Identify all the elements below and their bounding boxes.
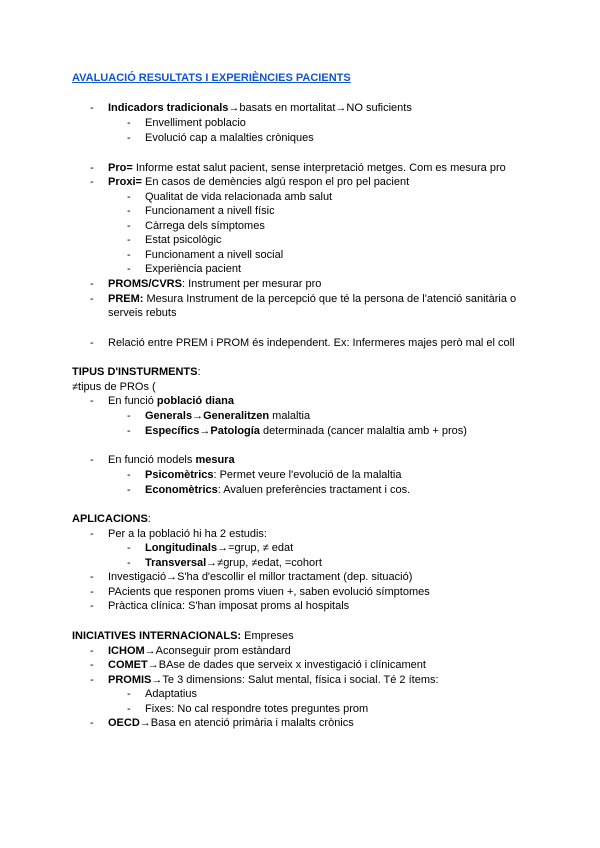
heading-text: TIPUS D'INSTURMENTS [72,366,198,378]
bullet-dash: - [127,469,131,481]
term-proxi: Proxi= [108,176,142,188]
bullet-dash: - [90,454,94,466]
bullet-dash: - [90,659,94,671]
term-generals: Generals→Generalitzen [145,410,270,422]
sub-item-econometrics [145,483,410,498]
desc-longitudinals: →=grup, ≠ edat [217,542,294,554]
bullet-dash: - [90,645,94,657]
list-item: Investigació→S'ha d'escollir el millor tractament (dep. situació) [108,571,413,583]
sub-item: Experiència pacient [145,263,242,275]
desc-models: En funció models [108,454,196,466]
sub-item: Funcionament a nivell social [145,249,284,261]
list-item-poblacio [108,394,234,409]
sub-item: Adaptatius [145,688,197,700]
list-item: PAcients que responen proms viuen +, saben evolució símptomes [108,586,430,598]
bullet-dash: - [127,249,131,261]
bullet-dash: - [127,132,131,144]
desc-oecd: →Basa en atenció primària i malalts crònics [139,717,354,729]
term-psicometrics: Psicomètrics [145,469,214,481]
desc-transversal: →≠grup, ≠edat, =cohort [206,557,322,569]
bullet-dash: - [90,278,94,290]
heading-colon: : [147,513,151,525]
bullet-dash: - [90,176,94,188]
desc-generals: malaltia [269,410,311,422]
sub-item: Envelliment poblacio [145,117,246,129]
bullet-dash: - [127,220,131,232]
term-proms: PROMS/CVRS [108,278,182,290]
sub-item: Estat psicològic [145,234,222,246]
bullet-dash: - [90,586,94,598]
desc-pro: Informe estat salut pacient, sense interpretació metges. Com es mesura pro [132,162,506,174]
desc-especifics: determinada (cancer malaltia amb + pros) [259,425,467,437]
intro-text: ≠tipus de PROs ( [72,381,156,393]
section-heading-aplicacions [72,512,151,527]
bullet-dash: - [90,571,94,583]
term-especifics: Específics→Patología [145,425,260,437]
sub-item-generals [145,409,310,424]
list-item-promis [108,673,439,688]
list-item-indicadors [108,101,412,116]
term-promis: PROMIS [108,674,152,686]
list-item-prem [108,292,516,307]
desc-promis: →Te 3 dimensions: Salut mental, física i social. Té 2 ítems: [151,674,439,686]
heading-suffix: Empreses [241,630,294,642]
heading-colon: : [197,366,201,378]
list-item: Pràctica clínica: S'han imposat proms al hospitals [108,600,350,612]
term-oecd: OECD [108,717,140,729]
bullet-dash: - [90,337,94,349]
list-item-oecd [108,716,354,731]
bullet-dash: - [127,703,131,715]
section-heading-iniciatives [72,629,294,644]
section-heading-tipus [72,365,201,380]
list-item-pro [108,161,506,176]
sub-item: Funcionament a nivell físic [145,205,275,217]
document-title[interactable]: AVALUACIÓ RESULTATS I EXPERIÈNCIES PACIENTS [72,72,351,84]
heading-text: APLICACIONS [72,513,148,525]
list-item-prem-cont: serveis rebuts [108,307,177,319]
sub-item: Càrrega dels símptomes [145,220,265,232]
desc-comet: →BAse de dades que serveix x investigació i clínicament [147,659,426,671]
desc-prem: Mesura Instrument de la percepció que té la persona de l'atenció sanitària o [143,293,517,305]
bullet-dash: - [90,102,94,114]
bullet-dash: - [127,234,131,246]
bullet-dash: - [127,425,131,437]
list-item-proms [108,277,321,292]
list-item-poblacio-estudis: Per a la població hi ha 2 estudis: [108,528,267,540]
term-prem: PREM: [108,293,144,305]
sub-item: Fixes: No cal respondre totes preguntes prom [145,703,369,715]
list-item-relacio: Relació entre PREM i PROM és independent. Ex: Infermeres majes però mal el coll [108,337,515,349]
bullet-dash: - [90,528,94,540]
sub-item-especifics [145,424,467,439]
list-item-ichom [108,644,291,659]
term-econometrics: Economètrics [145,484,218,496]
bullet-dash: - [90,395,94,407]
bullet-dash: - [127,484,131,496]
list-item-proxi [108,175,409,190]
term-poblacio: població diana [156,395,234,407]
desc-indicadors: →basats en mortalitat→NO suficients [228,102,412,114]
desc-poblacio: En funció [108,395,157,407]
sub-item: Evolució cap a malalties cròniques [145,132,314,144]
bullet-dash: - [90,162,94,174]
term-pro: Pro= [108,162,133,174]
desc-proms: : Instrument per mesurar pro [181,278,322,290]
list-item-comet [108,658,426,673]
term-comet: COMET [108,659,148,671]
bullet-dash: - [90,600,94,612]
bullet-dash: - [127,688,131,700]
list-item-models [108,453,235,468]
desc-ichom: →Aconseguir prom estàndard [144,645,291,657]
sub-item-transversal [145,556,322,571]
bullet-dash: - [90,717,94,729]
term-indicadors: Indicadors tradicionals [108,102,229,114]
heading-text: INICIATIVES INTERNACIONALS: [72,630,242,642]
bullet-dash: - [90,674,94,686]
term-longitudinals: Longitudinals [145,542,218,554]
sub-item: Qualitat de vida relacionada amb salut [145,191,333,203]
desc-econometrics: : Avaluen preferències tractament i cos. [217,484,411,496]
bullet-dash: - [127,542,131,554]
term-transversal: Transversal [145,557,207,569]
desc-proxi: En casos de demències algú respon el pro pel pacient [141,176,410,188]
bullet-dash: - [127,263,131,275]
sub-item-psicometrics [145,468,401,483]
bullet-dash: - [127,205,131,217]
bullet-dash: - [90,293,94,305]
bullet-dash: - [127,410,131,422]
bullet-dash: - [127,191,131,203]
term-ichom: ICHOM [108,645,145,657]
bullet-dash: - [127,557,131,569]
desc-psicometrics: : Permet veure l'evolució de la malaltia [213,469,402,481]
sub-item-longitudinals [145,541,293,556]
bullet-dash: - [127,117,131,129]
term-mesura: mesura [195,454,235,466]
